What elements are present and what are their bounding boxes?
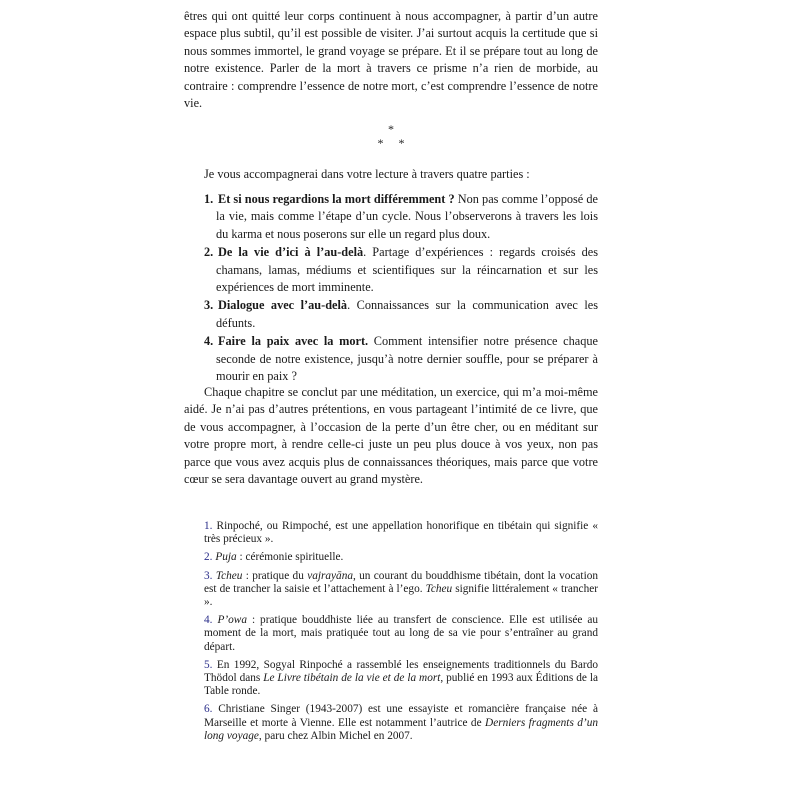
footnote-text: En 1992, Sogyal Rinpoché a rassemblé les enseignements traditionnels du Bardo Thödol dans bbox=[204, 658, 598, 685]
footnote-term: Tcheu bbox=[425, 582, 453, 595]
footnote-term: Tcheu bbox=[215, 569, 243, 582]
footnote-text: , un courant du bouddhisme tibétain, dont la vocation est de trancher la saisie et l’attachement à l’ego. bbox=[204, 569, 599, 595]
part-number: 2. bbox=[204, 245, 214, 260]
footnote-text: Rinpoché, ou Rimpoché, est une appellation honorifique en tibétain qui signifie « très précieux ». bbox=[204, 520, 598, 546]
part-text: . Partage d’expériences : regards croisés des chamans, lamas, médiums et scientifiques sur la réincarnation et sur les expériences de mort imminente. bbox=[216, 245, 598, 295]
footnote-number[interactable]: 2. bbox=[204, 551, 213, 564]
footnotes bbox=[204, 520, 598, 748]
part-title: Dialogue avec l’au-delà bbox=[218, 298, 348, 313]
footnote-term: P’owa bbox=[217, 614, 247, 627]
list-item bbox=[204, 333, 598, 385]
footnote-text: Christiane Singer (1943-2007) est une essayiste et romancière française née à Marseille et morte à Vienne. Elle est notamment l’autrice de bbox=[204, 703, 598, 729]
paragraph-top bbox=[184, 8, 598, 112]
footnote-number[interactable]: 6. bbox=[204, 703, 213, 716]
part-number: 3. bbox=[204, 298, 214, 313]
footnote-book-title: Le Livre tibétain de la vie et de la mort bbox=[263, 672, 441, 685]
footnote bbox=[204, 551, 598, 564]
footnote-text: : pratique bouddhiste liée au transfert de conscience. Elle est utilisée au moment de la mort, mais pratiquée tout au long de sa vie pour s’entraîner au grand départ. bbox=[204, 614, 599, 653]
part-text: Non pas comme l’opposé de la vie, mais comme l’étape d’un cycle. Nous l’observerons à travers les lois du karma et nous poserons sur elle un regard plus doux. bbox=[216, 192, 598, 241]
part-title: Et si nous regardions la mort différemment ? bbox=[218, 192, 455, 206]
footnote-text: : pratique du bbox=[242, 569, 308, 582]
footnote-book-title: Derniers fragments d’un long voyage bbox=[204, 716, 598, 742]
intro-text: Je vous accompagnerai dans votre lecture à travers quatre parties : bbox=[204, 167, 530, 181]
part-text: . Connaissances sur la communication avec les défunts. bbox=[216, 298, 598, 330]
footnote bbox=[204, 570, 598, 610]
separator-bottom: * * bbox=[377, 136, 405, 150]
intro-paragraph bbox=[184, 166, 598, 183]
part-number: 1. bbox=[204, 192, 214, 206]
closing-text: Chaque chapitre se conclut par une méditation, un exercice, qui m’a moi-même aidé. Je n’ai pas d’autres prétentions, en vous partageant l’intimité de ce livre, que de vous accompagner, à l’occasion de la perte d’un être cher, ou en méditant sur votre propre mort, à rendre celle-ci juste un peu plus douce à vos yeux, non pas parce que vous avez acquis plus de connaissances théoriques, mais parce que votre cœur se sera davantage ouvert au grand mystère. bbox=[184, 385, 598, 487]
footnote-term: vajrayāna bbox=[307, 569, 353, 582]
list-item bbox=[204, 297, 598, 332]
footnote-number[interactable]: 1. bbox=[204, 520, 213, 532]
footnote bbox=[204, 614, 598, 654]
footnote-text: , publié en 1993 aux Éditions de la Table ronde. bbox=[204, 672, 598, 698]
footnote-number[interactable]: 3. bbox=[204, 569, 213, 582]
footnote-text: signifie littéralement « trancher ». bbox=[204, 582, 598, 609]
closing-paragraph bbox=[184, 384, 598, 488]
list-item bbox=[204, 244, 598, 296]
section-separator bbox=[184, 122, 598, 150]
part-text: Comment intensifier notre présence chaque seconde de notre existence, jusqu’à notre dernier souffle, pour se préparer à mourir en paix ? bbox=[216, 334, 599, 384]
paragraph-top-text: êtres qui ont quitté leur corps continuent à nous accompagner, à partir d’un autre espace plus subtil, qu’il est possible de visiter. J’ai surtout acquis la certitude que si nous sommes immortel, le grand voyage se prépare. Et il se prépare tout au long de notre existence. Parler de la mort à travers ce prisme n’a rien de morbide, au contraire : comprendre l’essence de notre mort, c’est comprendre l’essence de notre vie. bbox=[184, 9, 598, 111]
part-title: De la vie d’ici à l’au-delà bbox=[218, 245, 364, 260]
footnote-term: Puja bbox=[215, 551, 237, 564]
part-title: Faire la paix avec la mort. bbox=[218, 334, 369, 349]
footnote bbox=[204, 659, 598, 699]
part-number: 4. bbox=[204, 334, 214, 349]
footnote-text: : cérémonie spirituelle. bbox=[236, 551, 344, 564]
separator-top: * bbox=[388, 122, 394, 136]
footnote-number[interactable]: 5. bbox=[204, 658, 213, 671]
footnote-text: , paru chez Albin Michel en 2007. bbox=[258, 729, 413, 742]
footnote bbox=[204, 520, 598, 546]
parts-list bbox=[204, 191, 598, 386]
list-item bbox=[204, 191, 598, 243]
footnote bbox=[204, 703, 598, 743]
footnote-number[interactable]: 4. bbox=[204, 614, 213, 627]
